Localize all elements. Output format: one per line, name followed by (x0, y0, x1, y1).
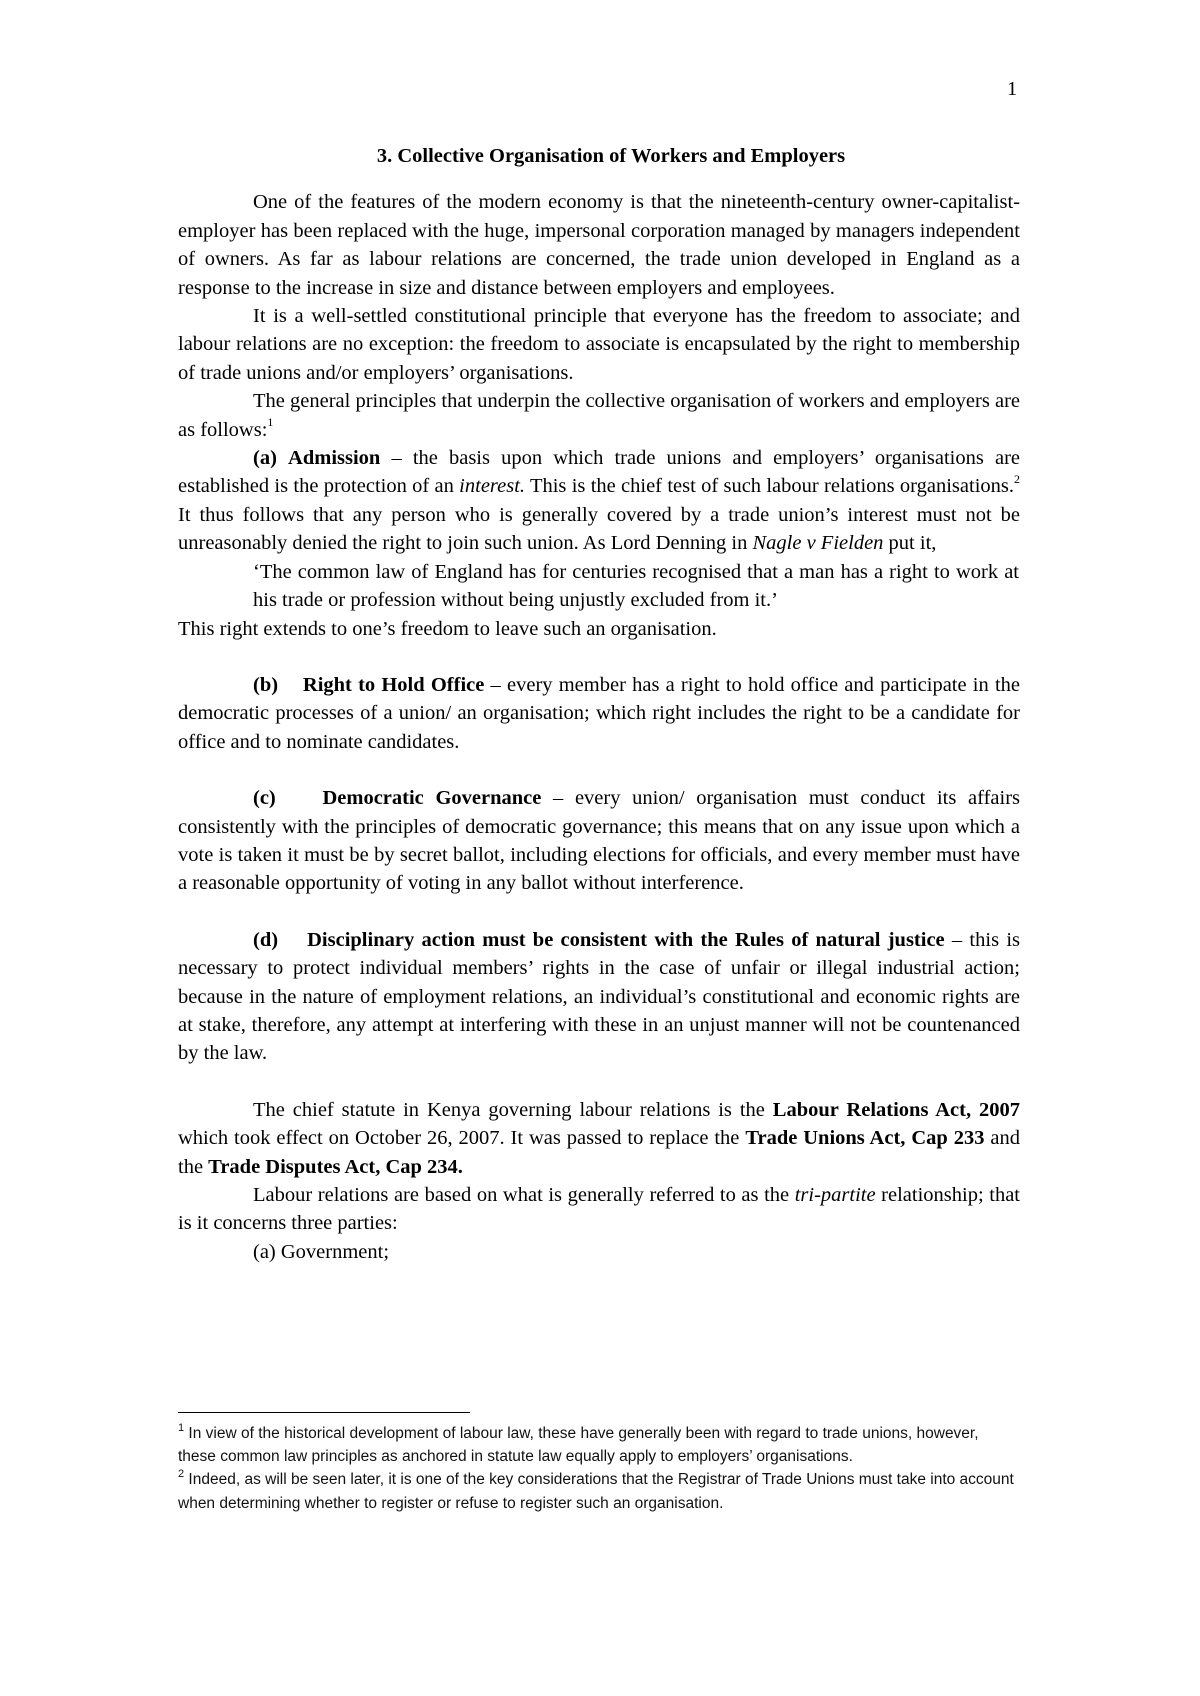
document-body (178, 142, 1020, 1266)
paragraph-modern-economy: One of the features of the modern economy is that the nineteenth-century owner-capitalist-employer has been replaced with the huge, impersonal corporation managed by managers independent of owners. As far as labour relations are concerned, the trade union developed in England as a response to the increase in size and distance between employers and employees. (178, 191, 1020, 299)
footnote-text: Indeed, as will be seen later, it is one of the key considerations that the Registrar of Trade Unions must take into account when determining whether to register or refuse to register such an organisation. (178, 1471, 1014, 1512)
principle-right-to-hold-office (178, 671, 1020, 756)
principle-text: put it, (883, 532, 937, 555)
principle-marker: (b) (253, 673, 279, 696)
footnote-ref-1: 1 (267, 414, 274, 429)
spacer (178, 643, 1020, 671)
statute-name: Trade Disputes Act, Cap 234. (208, 1155, 463, 1178)
principle-text: – every member has a right to hold office and participate in the democratic processes of a union/ an organisation; which right includes the right to be a candidate for office and to nominate candidates. (178, 673, 1020, 753)
principle-heading: Right to Hold Office (302, 673, 485, 696)
spacer (178, 1068, 1020, 1096)
paragraph-text: The general principles that underpin the collective organisation of workers and employers are as follows: (178, 390, 1020, 441)
paragraph-freedom-to-associate: It is a well-settled constitutional principle that everyone has the freedom to associate; and labour relations are no exception: the freedom to associate is encapsulated by the right to membership of trade unions and/or employers’ organisations. (178, 305, 1020, 384)
paragraph-right-to-leave: This right extends to one’s freedom to leave such an organisation. (178, 617, 717, 640)
footnote-1 (178, 1422, 1020, 1468)
footnotes (178, 1422, 1020, 1515)
list-item-government: (a) Government; (253, 1240, 390, 1263)
footnote-separator (178, 1412, 470, 1413)
emphasis-text: tri-partite (794, 1184, 876, 1206)
paragraph-text: relationship; that is it concerns three parties: (178, 1184, 1020, 1235)
principle-admission (178, 444, 1020, 558)
paragraph-text: The chief statute in Kenya governing labour relations is the (253, 1098, 773, 1121)
footnote-number: 1 (178, 1421, 185, 1434)
spacer (178, 898, 1020, 926)
principle-text: – every union/ organisation must conduct its affairs consistently with the principles of democratic governance; this means that on any issue upon which a vote is taken it must be by secret ballot, including elections for officials, and every member must have a reasonable opportunity of voting in any ballot without interference. (178, 787, 1020, 895)
case-name: Nagle v Fielden (752, 532, 884, 555)
footnote-2 (178, 1468, 1020, 1514)
principle-text: – the basis upon which trade unions and employers’ organisations are established is the protection of an (178, 447, 1020, 498)
spacer (178, 756, 1020, 784)
denning-quote: ‘The common law of England has for centuries recognised that a man has a right to work at his trade or profession without being unjustly excluded from it.’ (253, 560, 1019, 612)
footnote-number: 2 (178, 1468, 185, 1481)
paragraph-tripartite (178, 1181, 1020, 1238)
statute-name: Labour Relations Act, 2007 (772, 1098, 1020, 1121)
principle-marker: (a) (253, 447, 277, 470)
principle-heading: Democratic Governance (322, 787, 542, 810)
paragraph-general-principles (178, 387, 1020, 444)
paragraph-text: and the (178, 1127, 1020, 1178)
principle-text: This is the chief test of such labour relations organisations. (525, 475, 1014, 498)
principle-marker: (d) (253, 928, 279, 951)
page-number: 1 (1007, 78, 1018, 100)
principle-disciplinary-action (178, 926, 1020, 1068)
footnote-text: In view of the historical development of labour law, these have generally been with regard to trade unions, however, these common law principles as anchored in statute law equally apply to employers’ organisations. (178, 1425, 979, 1466)
paragraph-text: which took effect on October 26, 2007. It was passed to replace the (178, 1127, 746, 1150)
principle-heading: Admission (288, 447, 381, 470)
principle-democratic-governance (178, 784, 1020, 898)
principle-heading: Disciplinary action must be consistent with the Rules of natural justice (307, 928, 945, 951)
footnote-ref-2: 2 (1014, 471, 1020, 486)
emphasis-text: interest. (459, 475, 526, 498)
principle-marker: (c) (253, 787, 276, 810)
principle-text: It thus follows that any person who is generally covered by a trade union’s interest must not be unreasonably denied the right to join such union. As Lord Denning in (178, 503, 1020, 555)
statute-name: Trade Unions Act, Cap 233 (745, 1127, 985, 1150)
paragraph-text: Labour relations are based on what is generally referred to as the (253, 1184, 795, 1206)
section-title: 3. Collective Organisation of Workers and Employers (376, 145, 846, 167)
principle-text: – this is necessary to protect individual members’ rights in the case of unfair or illegal industrial action; because in the nature of employment relations, an individual’s constitutional and economic rights are at stake, therefore, any attempt at interfering with these in an unjust manner will not be countenanced by the law. (178, 928, 1020, 1065)
paragraph-chief-statute (178, 1096, 1020, 1181)
